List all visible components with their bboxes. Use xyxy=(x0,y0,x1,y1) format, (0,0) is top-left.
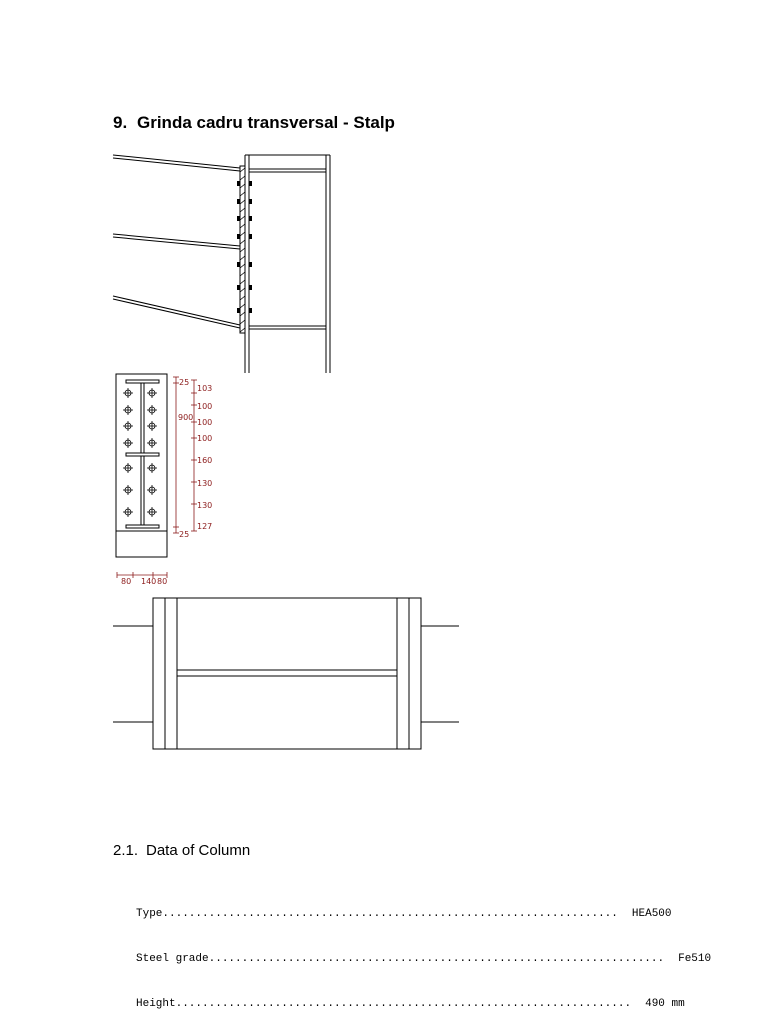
subsection-title: Data of Column xyxy=(146,842,251,859)
dim-bolt-spacing: 160 xyxy=(197,456,213,465)
column-data-label: Steel grade xyxy=(136,953,209,965)
column-data-label: Height xyxy=(136,998,176,1010)
column-data-value: 490 mm xyxy=(645,998,685,1010)
column-data-value: HEA500 xyxy=(631,908,672,920)
dim-horizontal: 140 xyxy=(141,577,157,586)
section-number: 9. xyxy=(113,113,128,132)
column-data-row: Steel grade..................................................................... Fe510 xyxy=(136,953,712,965)
dim-bolt-spacing: 100 xyxy=(197,402,213,411)
subsection-number: 2.1. xyxy=(113,842,139,859)
dim-horizontal: 80 xyxy=(121,577,132,586)
column-data-label: Type xyxy=(136,908,163,920)
dim-bolt-spacing: 127 xyxy=(197,522,213,531)
dim-bolt-spacing: 100 xyxy=(197,418,213,427)
column-data-row: Height..................................................................... 490 mm xyxy=(136,998,685,1010)
dim-edge-top: 25 xyxy=(179,378,190,387)
dim-bolt-spacing: 130 xyxy=(197,479,213,488)
dim-bolt-spacing: 103 xyxy=(197,384,213,393)
section-title: Grinda cadru transversal - Stalp xyxy=(137,113,395,132)
dim-edge-bottom: 25 xyxy=(179,530,190,539)
dim-bolt-spacing: 130 xyxy=(197,501,213,510)
dim-plate-height: 900 xyxy=(178,413,194,422)
column-data-value: Fe510 xyxy=(678,953,712,965)
dim-bolt-spacing: 100 xyxy=(197,434,213,443)
subsection-heading xyxy=(113,842,250,859)
column-data-row: Type..................................................................... HEA500 xyxy=(136,908,672,920)
dim-horizontal: 80 xyxy=(157,577,168,586)
column-data-table xyxy=(136,877,712,1027)
